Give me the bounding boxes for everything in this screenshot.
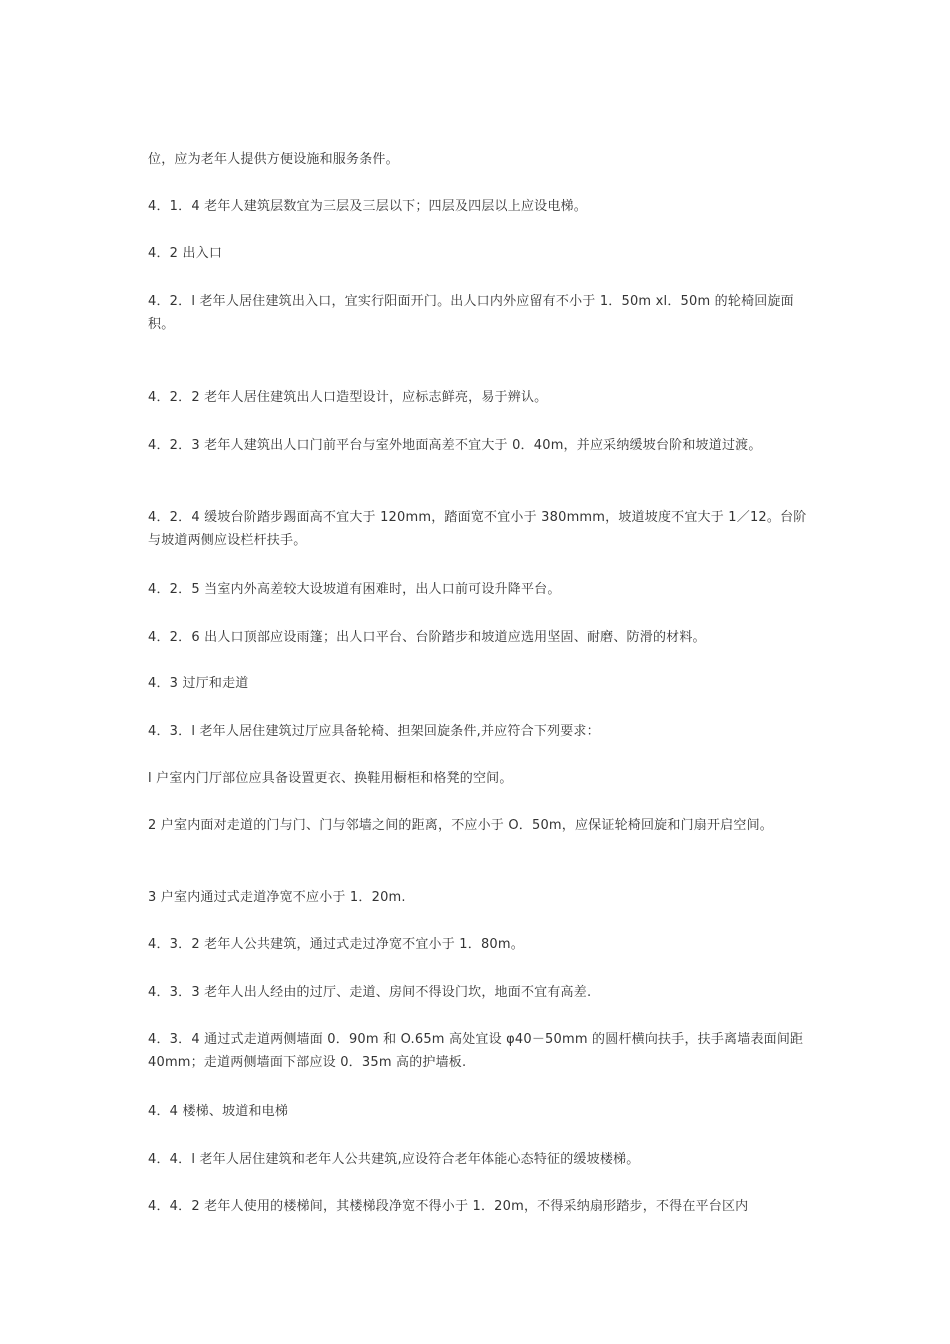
paragraph: 4．3．l 老年人居住建筑过厅应具备轮椅、担架回旋条件,并应符合下列要求： [148, 724, 600, 739]
paragraph: 4．4．2 老年人使用的楼梯间，其楼梯段净宽不得小于 1．20m，不得采纳扇形踏步，不得在平台区内 [148, 1199, 749, 1214]
list-item: l 户室内门厅部位应具备设置更衣、换鞋用橱柜和格凳的空间。 [148, 771, 513, 786]
section-heading: 4．3 过厅和走道 [148, 676, 249, 691]
paragraph: 4．2．5 当室内外高差较大设坡道有困难时，出人口前可设升降平台。 [148, 582, 561, 597]
paragraph: 4．2．4 缓坡台阶踏步踢面高不宜大于 120mm，踏面宽不宜小于 380mmm，坡道坡度不宜大于 1／12。台阶与坡道两侧应设栏杆扶手。 [148, 510, 807, 548]
paragraph: 4．3．3 老年人出人经由的过厅、走道、房间不得设门坎，地面不宜有高差. [148, 985, 592, 1000]
paragraph: 4．3．2 老年人公共建筑，通过式走过净宽不宜小于 1．80m。 [148, 937, 524, 952]
paragraph: 4．2．3 老年人建筑出人口门前平台与室外地面高差不宜大于 0．40m，并应采纳缓坡台阶和坡道过渡。 [148, 438, 762, 453]
section-heading: 4．4 楼梯、坡道和电梯 [148, 1104, 289, 1119]
paragraph: 4．2．6 出人口顶部应设雨篷；出人口平台、台阶踏步和坡道应选用坚固、耐磨、防滑的材料。 [148, 630, 706, 645]
section-heading: 4．2 出入口 [148, 246, 223, 261]
paragraph: 位，应为老年人提供方便设施和服务条件。 [148, 152, 399, 167]
paragraph: 4．3．4 通过式走道两侧墙面 0．90m 和 O.65m 高处宜设 φ40－50mm 的圆杆横向扶手，扶手离墙表面间距 40mm；走道两侧墙面下部应设 0．35m 高的护墙板. [148, 1032, 804, 1070]
list-item: 2 户室内面对走道的门与门、门与邻墙之间的距离，不应小于 O．50m，应保证轮椅回旋和门扇开启空间。 [148, 818, 773, 833]
list-item: 3 户室内通过式走道净宽不应小于 1．20m. [148, 890, 406, 905]
paragraph: 4．4．l 老年人居住建筑和老年人公共建筑,应设符合老年体能心态特征的缓坡楼梯。 [148, 1152, 640, 1167]
paragraph: 4．2．2 老年人居住建筑出人口造型设计，应标志鲜亮，易于辨认。 [148, 390, 548, 405]
paragraph: 4．1．4 老年人建筑层数宜为三层及三层以下；四层及四层以上应设电梯。 [148, 199, 587, 214]
paragraph: 4．2．l 老年人居住建筑出入口，宜实行阳面开门。出人口内外应留有不小于 1．50m xl．50m 的轮椅回旋面积。 [148, 294, 794, 332]
